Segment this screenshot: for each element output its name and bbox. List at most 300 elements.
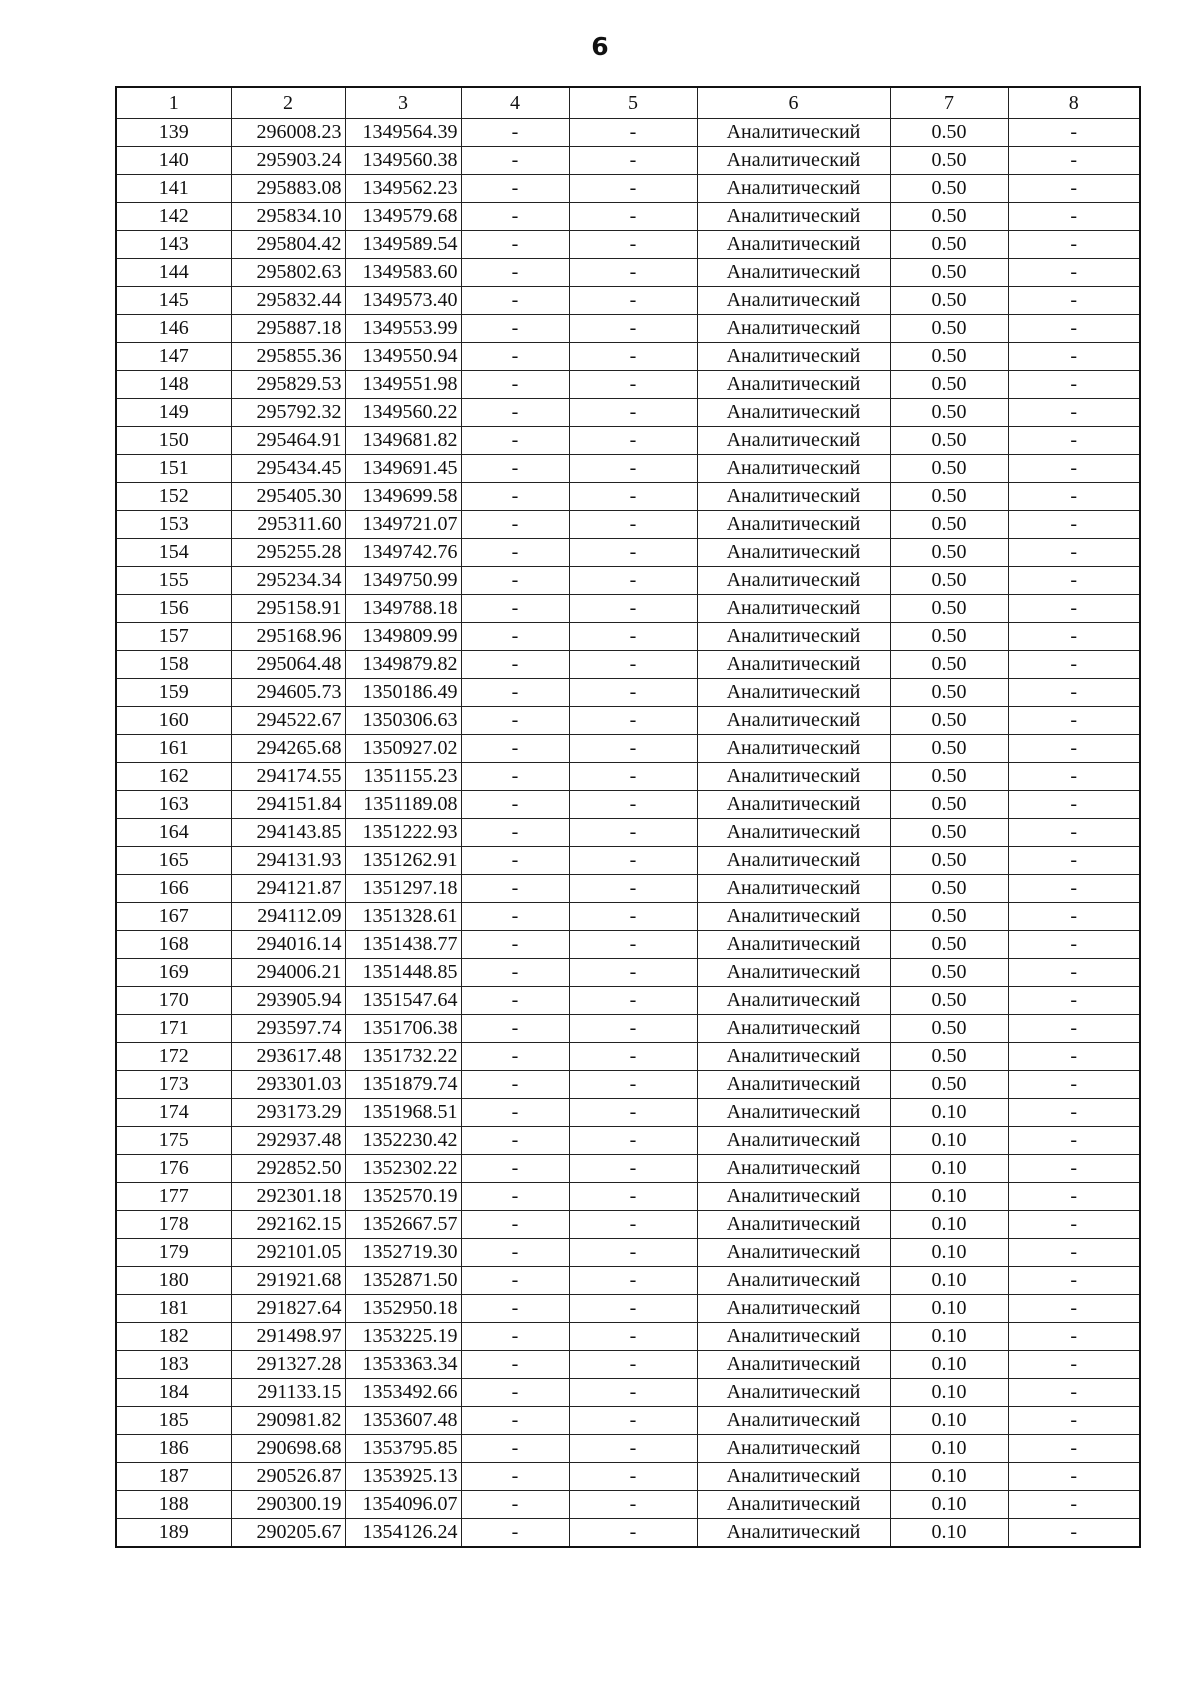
method-cell: Аналитический xyxy=(697,1351,890,1379)
column-4-cell: - xyxy=(461,511,569,539)
accuracy-cell: 0.50 xyxy=(890,651,1008,679)
x-coordinate-cell: 294016.14 xyxy=(231,931,345,959)
accuracy-cell: 0.10 xyxy=(890,1491,1008,1519)
accuracy-cell: 0.50 xyxy=(890,903,1008,931)
column-5-cell: - xyxy=(569,371,697,399)
accuracy-cell: 0.50 xyxy=(890,147,1008,175)
method-cell: Аналитический xyxy=(697,203,890,231)
table-row xyxy=(116,931,1140,959)
column-4-cell: - xyxy=(461,1239,569,1267)
accuracy-cell: 0.50 xyxy=(890,231,1008,259)
column-header: 6 xyxy=(697,87,890,119)
accuracy-cell: 0.50 xyxy=(890,679,1008,707)
column-5-cell: - xyxy=(569,147,697,175)
method-cell: Аналитический xyxy=(697,427,890,455)
y-coordinate-cell: 1351448.85 xyxy=(345,959,461,987)
y-coordinate-cell: 1351968.51 xyxy=(345,1099,461,1127)
x-coordinate-cell: 292852.50 xyxy=(231,1155,345,1183)
column-5-cell: - xyxy=(569,679,697,707)
point-number-cell: 174 xyxy=(116,1099,231,1127)
column-5-cell: - xyxy=(569,1127,697,1155)
point-number-cell: 155 xyxy=(116,567,231,595)
column-4-cell: - xyxy=(461,231,569,259)
point-number-cell: 176 xyxy=(116,1155,231,1183)
column-4-cell: - xyxy=(461,427,569,455)
table-header-row xyxy=(116,87,1140,119)
method-cell: Аналитический xyxy=(697,735,890,763)
column-header: 2 xyxy=(231,87,345,119)
table-row xyxy=(116,483,1140,511)
column-5-cell: - xyxy=(569,567,697,595)
accuracy-cell: 0.50 xyxy=(890,315,1008,343)
y-coordinate-cell: 1353363.34 xyxy=(345,1351,461,1379)
method-cell: Аналитический xyxy=(697,147,890,175)
column-5-cell: - xyxy=(569,1463,697,1491)
x-coordinate-cell: 295405.30 xyxy=(231,483,345,511)
method-cell: Аналитический xyxy=(697,1015,890,1043)
point-number-cell: 143 xyxy=(116,231,231,259)
x-coordinate-cell: 293173.29 xyxy=(231,1099,345,1127)
column-8-cell: - xyxy=(1008,1183,1140,1211)
method-cell: Аналитический xyxy=(697,791,890,819)
column-5-cell: - xyxy=(569,287,697,315)
point-number-cell: 185 xyxy=(116,1407,231,1435)
x-coordinate-cell: 293905.94 xyxy=(231,987,345,1015)
column-8-cell: - xyxy=(1008,651,1140,679)
point-number-cell: 184 xyxy=(116,1379,231,1407)
column-4-cell: - xyxy=(461,287,569,315)
y-coordinate-cell: 1349809.99 xyxy=(345,623,461,651)
table-row xyxy=(116,847,1140,875)
table-row xyxy=(116,119,1140,147)
column-5-cell: - xyxy=(569,707,697,735)
column-4-cell: - xyxy=(461,623,569,651)
column-8-cell: - xyxy=(1008,1295,1140,1323)
column-8-cell: - xyxy=(1008,399,1140,427)
column-8-cell: - xyxy=(1008,259,1140,287)
column-4-cell: - xyxy=(461,539,569,567)
y-coordinate-cell: 1350306.63 xyxy=(345,707,461,735)
point-number-cell: 179 xyxy=(116,1239,231,1267)
y-coordinate-cell: 1349699.58 xyxy=(345,483,461,511)
column-5-cell: - xyxy=(569,343,697,371)
column-4-cell: - xyxy=(461,595,569,623)
method-cell: Аналитический xyxy=(697,259,890,287)
method-cell: Аналитический xyxy=(697,483,890,511)
column-5-cell: - xyxy=(569,819,697,847)
column-8-cell: - xyxy=(1008,791,1140,819)
column-4-cell: - xyxy=(461,1435,569,1463)
method-cell: Аналитический xyxy=(697,1463,890,1491)
method-cell: Аналитический xyxy=(697,1183,890,1211)
column-8-cell: - xyxy=(1008,287,1140,315)
y-coordinate-cell: 1351879.74 xyxy=(345,1071,461,1099)
accuracy-cell: 0.50 xyxy=(890,1043,1008,1071)
x-coordinate-cell: 292301.18 xyxy=(231,1183,345,1211)
x-coordinate-cell: 294174.55 xyxy=(231,763,345,791)
table-row xyxy=(116,1323,1140,1351)
y-coordinate-cell: 1349579.68 xyxy=(345,203,461,231)
table-row xyxy=(116,875,1140,903)
column-4-cell: - xyxy=(461,1043,569,1071)
accuracy-cell: 0.50 xyxy=(890,567,1008,595)
x-coordinate-cell: 290526.87 xyxy=(231,1463,345,1491)
table-row xyxy=(116,1295,1140,1323)
column-4-cell: - xyxy=(461,791,569,819)
point-number-cell: 158 xyxy=(116,651,231,679)
column-8-cell: - xyxy=(1008,1127,1140,1155)
method-cell: Аналитический xyxy=(697,1043,890,1071)
point-number-cell: 152 xyxy=(116,483,231,511)
column-5-cell: - xyxy=(569,595,697,623)
column-4-cell: - xyxy=(461,1071,569,1099)
method-cell: Аналитический xyxy=(697,343,890,371)
column-8-cell: - xyxy=(1008,567,1140,595)
y-coordinate-cell: 1349550.94 xyxy=(345,343,461,371)
y-coordinate-cell: 1351297.18 xyxy=(345,875,461,903)
column-8-cell: - xyxy=(1008,1155,1140,1183)
accuracy-cell: 0.50 xyxy=(890,287,1008,315)
accuracy-cell: 0.50 xyxy=(890,763,1008,791)
accuracy-cell: 0.10 xyxy=(890,1127,1008,1155)
column-header: 5 xyxy=(569,87,697,119)
method-cell: Аналитический xyxy=(697,1239,890,1267)
accuracy-cell: 0.50 xyxy=(890,791,1008,819)
y-coordinate-cell: 1349691.45 xyxy=(345,455,461,483)
point-number-cell: 140 xyxy=(116,147,231,175)
table-row xyxy=(116,455,1140,483)
method-cell: Аналитический xyxy=(697,539,890,567)
column-5-cell: - xyxy=(569,1351,697,1379)
column-8-cell: - xyxy=(1008,1463,1140,1491)
column-5-cell: - xyxy=(569,1407,697,1435)
x-coordinate-cell: 295829.53 xyxy=(231,371,345,399)
column-header: 8 xyxy=(1008,87,1140,119)
table-row xyxy=(116,959,1140,987)
column-5-cell: - xyxy=(569,791,697,819)
accuracy-cell: 0.10 xyxy=(890,1099,1008,1127)
accuracy-cell: 0.50 xyxy=(890,483,1008,511)
column-4-cell: - xyxy=(461,343,569,371)
y-coordinate-cell: 1351328.61 xyxy=(345,903,461,931)
point-number-cell: 189 xyxy=(116,1519,231,1548)
y-coordinate-cell: 1353492.66 xyxy=(345,1379,461,1407)
x-coordinate-cell: 295158.91 xyxy=(231,595,345,623)
column-8-cell: - xyxy=(1008,875,1140,903)
x-coordinate-cell: 290300.19 xyxy=(231,1491,345,1519)
point-number-cell: 160 xyxy=(116,707,231,735)
column-4-cell: - xyxy=(461,987,569,1015)
point-number-cell: 154 xyxy=(116,539,231,567)
point-number-cell: 157 xyxy=(116,623,231,651)
point-number-cell: 151 xyxy=(116,455,231,483)
x-coordinate-cell: 292162.15 xyxy=(231,1211,345,1239)
method-cell: Аналитический xyxy=(697,1379,890,1407)
table-row xyxy=(116,903,1140,931)
column-5-cell: - xyxy=(569,847,697,875)
column-5-cell: - xyxy=(569,1239,697,1267)
point-number-cell: 146 xyxy=(116,315,231,343)
column-5-cell: - xyxy=(569,651,697,679)
column-4-cell: - xyxy=(461,1491,569,1519)
column-4-cell: - xyxy=(461,175,569,203)
column-4-cell: - xyxy=(461,651,569,679)
column-4-cell: - xyxy=(461,1099,569,1127)
table-row xyxy=(116,259,1140,287)
column-4-cell: - xyxy=(461,847,569,875)
y-coordinate-cell: 1349788.18 xyxy=(345,595,461,623)
column-5-cell: - xyxy=(569,1183,697,1211)
method-cell: Аналитический xyxy=(697,1323,890,1351)
table-row xyxy=(116,791,1140,819)
column-4-cell: - xyxy=(461,1463,569,1491)
accuracy-cell: 0.10 xyxy=(890,1407,1008,1435)
method-cell: Аналитический xyxy=(697,903,890,931)
accuracy-cell: 0.50 xyxy=(890,399,1008,427)
y-coordinate-cell: 1349750.99 xyxy=(345,567,461,595)
y-coordinate-cell: 1349553.99 xyxy=(345,315,461,343)
point-number-cell: 149 xyxy=(116,399,231,427)
x-coordinate-cell: 294112.09 xyxy=(231,903,345,931)
x-coordinate-cell: 294151.84 xyxy=(231,791,345,819)
column-5-cell: - xyxy=(569,1323,697,1351)
table-row xyxy=(116,1407,1140,1435)
column-4-cell: - xyxy=(461,931,569,959)
y-coordinate-cell: 1351438.77 xyxy=(345,931,461,959)
table-row xyxy=(116,1183,1140,1211)
column-5-cell: - xyxy=(569,903,697,931)
accuracy-cell: 0.50 xyxy=(890,539,1008,567)
x-coordinate-cell: 293617.48 xyxy=(231,1043,345,1071)
column-8-cell: - xyxy=(1008,119,1140,147)
method-cell: Аналитический xyxy=(697,231,890,259)
table-row xyxy=(116,147,1140,175)
point-number-cell: 163 xyxy=(116,791,231,819)
accuracy-cell: 0.10 xyxy=(890,1435,1008,1463)
point-number-cell: 150 xyxy=(116,427,231,455)
method-cell: Аналитический xyxy=(697,931,890,959)
point-number-cell: 186 xyxy=(116,1435,231,1463)
accuracy-cell: 0.10 xyxy=(890,1155,1008,1183)
method-cell: Аналитический xyxy=(697,1491,890,1519)
method-cell: Аналитический xyxy=(697,567,890,595)
x-coordinate-cell: 294131.93 xyxy=(231,847,345,875)
x-coordinate-cell: 294265.68 xyxy=(231,735,345,763)
table-row xyxy=(116,1099,1140,1127)
y-coordinate-cell: 1351189.08 xyxy=(345,791,461,819)
method-cell: Аналитический xyxy=(697,175,890,203)
table-row xyxy=(116,1043,1140,1071)
column-8-cell: - xyxy=(1008,931,1140,959)
column-8-cell: - xyxy=(1008,1407,1140,1435)
point-number-cell: 182 xyxy=(116,1323,231,1351)
column-4-cell: - xyxy=(461,903,569,931)
x-coordinate-cell: 290981.82 xyxy=(231,1407,345,1435)
column-4-cell: - xyxy=(461,735,569,763)
column-4-cell: - xyxy=(461,1015,569,1043)
x-coordinate-cell: 295464.91 xyxy=(231,427,345,455)
x-coordinate-cell: 294006.21 xyxy=(231,959,345,987)
column-5-cell: - xyxy=(569,399,697,427)
x-coordinate-cell: 295434.45 xyxy=(231,455,345,483)
column-8-cell: - xyxy=(1008,455,1140,483)
column-8-cell: - xyxy=(1008,371,1140,399)
column-4-cell: - xyxy=(461,119,569,147)
x-coordinate-cell: 295804.42 xyxy=(231,231,345,259)
column-8-cell: - xyxy=(1008,1015,1140,1043)
table-row xyxy=(116,427,1140,455)
y-coordinate-cell: 1350927.02 xyxy=(345,735,461,763)
accuracy-cell: 0.10 xyxy=(890,1211,1008,1239)
x-coordinate-cell: 295792.32 xyxy=(231,399,345,427)
column-8-cell: - xyxy=(1008,427,1140,455)
table-row xyxy=(116,343,1140,371)
method-cell: Аналитический xyxy=(697,287,890,315)
accuracy-cell: 0.10 xyxy=(890,1295,1008,1323)
column-5-cell: - xyxy=(569,259,697,287)
method-cell: Аналитический xyxy=(697,1295,890,1323)
accuracy-cell: 0.50 xyxy=(890,259,1008,287)
column-4-cell: - xyxy=(461,1295,569,1323)
method-cell: Аналитический xyxy=(697,987,890,1015)
y-coordinate-cell: 1352871.50 xyxy=(345,1267,461,1295)
column-8-cell: - xyxy=(1008,1071,1140,1099)
column-5-cell: - xyxy=(569,1295,697,1323)
table-row xyxy=(116,1267,1140,1295)
point-number-cell: 153 xyxy=(116,511,231,539)
accuracy-cell: 0.10 xyxy=(890,1183,1008,1211)
accuracy-cell: 0.10 xyxy=(890,1379,1008,1407)
column-8-cell: - xyxy=(1008,539,1140,567)
column-8-cell: - xyxy=(1008,315,1140,343)
point-number-cell: 147 xyxy=(116,343,231,371)
column-5-cell: - xyxy=(569,1211,697,1239)
y-coordinate-cell: 1351262.91 xyxy=(345,847,461,875)
column-4-cell: - xyxy=(461,679,569,707)
point-number-cell: 170 xyxy=(116,987,231,1015)
accuracy-cell: 0.50 xyxy=(890,595,1008,623)
column-4-cell: - xyxy=(461,1267,569,1295)
column-5-cell: - xyxy=(569,1155,697,1183)
point-number-cell: 156 xyxy=(116,595,231,623)
column-8-cell: - xyxy=(1008,343,1140,371)
column-5-cell: - xyxy=(569,539,697,567)
column-5-cell: - xyxy=(569,483,697,511)
column-4-cell: - xyxy=(461,1519,569,1548)
column-5-cell: - xyxy=(569,959,697,987)
y-coordinate-cell: 1352302.22 xyxy=(345,1155,461,1183)
method-cell: Аналитический xyxy=(697,1099,890,1127)
column-5-cell: - xyxy=(569,1379,697,1407)
y-coordinate-cell: 1353607.48 xyxy=(345,1407,461,1435)
y-coordinate-cell: 1351155.23 xyxy=(345,763,461,791)
method-cell: Аналитический xyxy=(697,651,890,679)
table-row xyxy=(116,1351,1140,1379)
x-coordinate-cell: 293597.74 xyxy=(231,1015,345,1043)
accuracy-cell: 0.10 xyxy=(890,1463,1008,1491)
x-coordinate-cell: 292101.05 xyxy=(231,1239,345,1267)
x-coordinate-cell: 294143.85 xyxy=(231,819,345,847)
column-8-cell: - xyxy=(1008,1211,1140,1239)
y-coordinate-cell: 1349583.60 xyxy=(345,259,461,287)
column-5-cell: - xyxy=(569,455,697,483)
column-5-cell: - xyxy=(569,1491,697,1519)
column-4-cell: - xyxy=(461,203,569,231)
accuracy-cell: 0.50 xyxy=(890,987,1008,1015)
column-5-cell: - xyxy=(569,203,697,231)
point-number-cell: 188 xyxy=(116,1491,231,1519)
table-row xyxy=(116,371,1140,399)
x-coordinate-cell: 294605.73 xyxy=(231,679,345,707)
coordinates-table xyxy=(115,86,1141,1548)
column-4-cell: - xyxy=(461,259,569,287)
method-cell: Аналитический xyxy=(697,1071,890,1099)
column-8-cell: - xyxy=(1008,679,1140,707)
x-coordinate-cell: 293301.03 xyxy=(231,1071,345,1099)
table-row xyxy=(116,679,1140,707)
x-coordinate-cell: 296008.23 xyxy=(231,119,345,147)
point-number-cell: 183 xyxy=(116,1351,231,1379)
method-cell: Аналитический xyxy=(697,1267,890,1295)
accuracy-cell: 0.50 xyxy=(890,1015,1008,1043)
accuracy-cell: 0.50 xyxy=(890,371,1008,399)
column-4-cell: - xyxy=(461,567,569,595)
y-coordinate-cell: 1353225.19 xyxy=(345,1323,461,1351)
accuracy-cell: 0.10 xyxy=(890,1519,1008,1548)
table-row xyxy=(116,1071,1140,1099)
point-number-cell: 166 xyxy=(116,875,231,903)
column-8-cell: - xyxy=(1008,1491,1140,1519)
column-5-cell: - xyxy=(569,1015,697,1043)
table-row xyxy=(116,287,1140,315)
accuracy-cell: 0.50 xyxy=(890,1071,1008,1099)
column-4-cell: - xyxy=(461,959,569,987)
column-8-cell: - xyxy=(1008,1519,1140,1548)
method-cell: Аналитический xyxy=(697,511,890,539)
column-5-cell: - xyxy=(569,931,697,959)
point-number-cell: 172 xyxy=(116,1043,231,1071)
table-row xyxy=(116,1379,1140,1407)
table-row xyxy=(116,623,1140,651)
column-8-cell: - xyxy=(1008,1435,1140,1463)
x-coordinate-cell: 295834.10 xyxy=(231,203,345,231)
table-row xyxy=(116,1211,1140,1239)
y-coordinate-cell: 1352667.57 xyxy=(345,1211,461,1239)
column-4-cell: - xyxy=(461,1183,569,1211)
accuracy-cell: 0.50 xyxy=(890,735,1008,763)
y-coordinate-cell: 1351732.22 xyxy=(345,1043,461,1071)
y-coordinate-cell: 1349560.22 xyxy=(345,399,461,427)
method-cell: Аналитический xyxy=(697,959,890,987)
table-row xyxy=(116,315,1140,343)
table-row xyxy=(116,399,1140,427)
table-row xyxy=(116,1239,1140,1267)
y-coordinate-cell: 1349742.76 xyxy=(345,539,461,567)
column-5-cell: - xyxy=(569,735,697,763)
x-coordinate-cell: 295255.28 xyxy=(231,539,345,567)
accuracy-cell: 0.50 xyxy=(890,847,1008,875)
y-coordinate-cell: 1349560.38 xyxy=(345,147,461,175)
point-number-cell: 139 xyxy=(116,119,231,147)
method-cell: Аналитический xyxy=(697,679,890,707)
y-coordinate-cell: 1354096.07 xyxy=(345,1491,461,1519)
point-number-cell: 159 xyxy=(116,679,231,707)
accuracy-cell: 0.50 xyxy=(890,931,1008,959)
column-5-cell: - xyxy=(569,427,697,455)
column-5-cell: - xyxy=(569,1519,697,1548)
y-coordinate-cell: 1354126.24 xyxy=(345,1519,461,1548)
table-row xyxy=(116,567,1140,595)
